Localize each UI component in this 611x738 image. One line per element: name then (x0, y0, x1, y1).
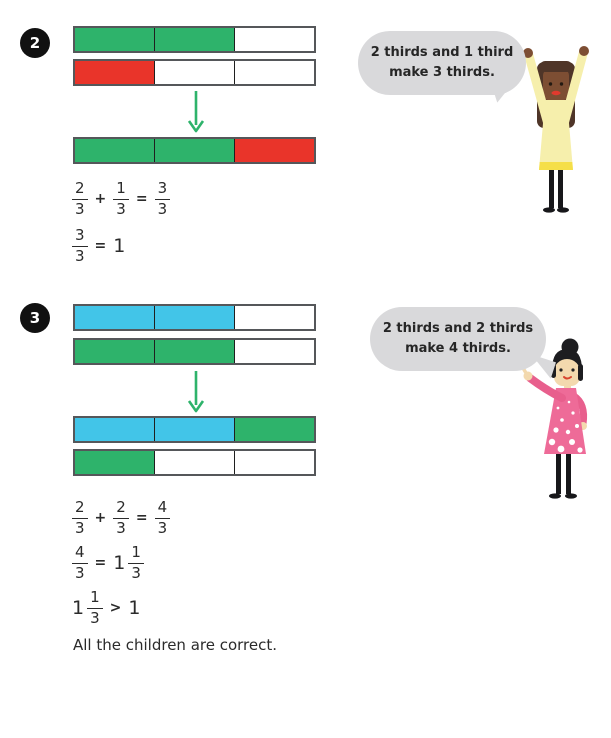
numerator: 2 (72, 500, 88, 519)
speech-bubble (370, 307, 546, 371)
mixed-number (113, 545, 144, 581)
bar-cell-green (155, 340, 235, 363)
operator: = (94, 555, 107, 571)
whole-number: 1 (72, 597, 85, 619)
fraction-bar-addend-2 (73, 59, 316, 86)
girl-raising-both-arms (520, 44, 592, 230)
fraction (155, 181, 171, 217)
fraction-bar-addend-2 (73, 338, 316, 365)
bar-cell-green (155, 139, 235, 162)
speech-line: 2 thirds and 1 third (370, 44, 514, 60)
numerator: 1 (87, 590, 103, 609)
bar-cell-green (75, 340, 155, 363)
fraction (113, 181, 129, 217)
bar-cell-green (75, 451, 155, 474)
bar-cell-green (235, 418, 314, 441)
bar-cell-white (155, 451, 235, 474)
denominator: 3 (131, 564, 141, 582)
denominator: 3 (75, 247, 85, 265)
numerator: 4 (72, 545, 88, 564)
speech-line: 2 thirds and 2 thirds (382, 320, 534, 336)
operator: = (135, 510, 148, 526)
bar-cell-green (155, 28, 235, 51)
bar-cell-white (235, 340, 314, 363)
conclusion-text: All the children are correct. (73, 636, 278, 654)
fraction (155, 500, 171, 536)
fraction (72, 181, 88, 217)
numerator: 2 (113, 500, 129, 519)
denominator: 3 (157, 519, 168, 537)
bar-cell-blue (75, 306, 155, 329)
equation-mixed (72, 545, 144, 581)
fraction-bar-result-2 (73, 449, 316, 476)
numerator: 3 (155, 181, 171, 200)
question-number-badge: 2 (20, 28, 50, 58)
denominator: 3 (116, 200, 126, 218)
denominator: 3 (90, 609, 100, 627)
bar-cell-red (75, 61, 155, 84)
equation-simplified (72, 228, 125, 264)
bar-cell-blue (155, 306, 235, 329)
operator: + (94, 510, 107, 526)
speech-line: make 3 thirds. (389, 65, 495, 80)
bar-cell-green (75, 139, 155, 162)
numerator: 4 (155, 500, 171, 519)
mixed-number (72, 590, 103, 626)
fraction (72, 228, 88, 264)
down-arrow-icon (186, 369, 206, 413)
bar-cell-white (235, 451, 314, 474)
fraction (113, 500, 129, 536)
equation-comparison (72, 590, 140, 626)
denominator: 3 (157, 200, 168, 218)
denominator: 3 (116, 519, 126, 537)
speech-bubble (358, 31, 526, 95)
fraction (72, 500, 88, 536)
whole-number: 1 (113, 552, 126, 574)
fraction-bar-result (73, 137, 316, 164)
bar-cell-white (155, 61, 235, 84)
fraction (87, 590, 103, 626)
denominator: 3 (75, 200, 85, 218)
fraction-bar-addend-1 (73, 26, 316, 53)
equation-sum (72, 181, 170, 217)
speech-line: make 4 thirds. (405, 341, 511, 356)
number: 1 (113, 235, 126, 257)
denominator: 3 (75, 519, 85, 537)
denominator: 3 (75, 564, 85, 582)
down-arrow-icon (186, 89, 206, 133)
fraction (72, 545, 88, 581)
bar-cell-white (235, 61, 314, 84)
bar-cell-white (235, 28, 314, 51)
number: 1 (128, 597, 141, 619)
equation-sum (72, 500, 170, 536)
operator: = (94, 238, 107, 254)
bar-cell-blue (155, 418, 235, 441)
fraction-bar-addend-1 (73, 304, 316, 331)
numerator: 1 (128, 545, 144, 564)
bar-cell-green (75, 28, 155, 51)
bar-cell-blue (75, 418, 155, 441)
bar-cell-white (235, 306, 314, 329)
operator: > (109, 600, 122, 616)
numerator: 3 (72, 228, 88, 247)
fraction (128, 545, 144, 581)
numerator: 1 (113, 181, 129, 200)
operator: + (94, 191, 107, 207)
bar-cell-red (235, 139, 314, 162)
fraction-bar-result-1 (73, 416, 316, 443)
numerator: 2 (72, 181, 88, 200)
question-number-badge: 3 (20, 303, 50, 333)
operator: = (135, 191, 148, 207)
